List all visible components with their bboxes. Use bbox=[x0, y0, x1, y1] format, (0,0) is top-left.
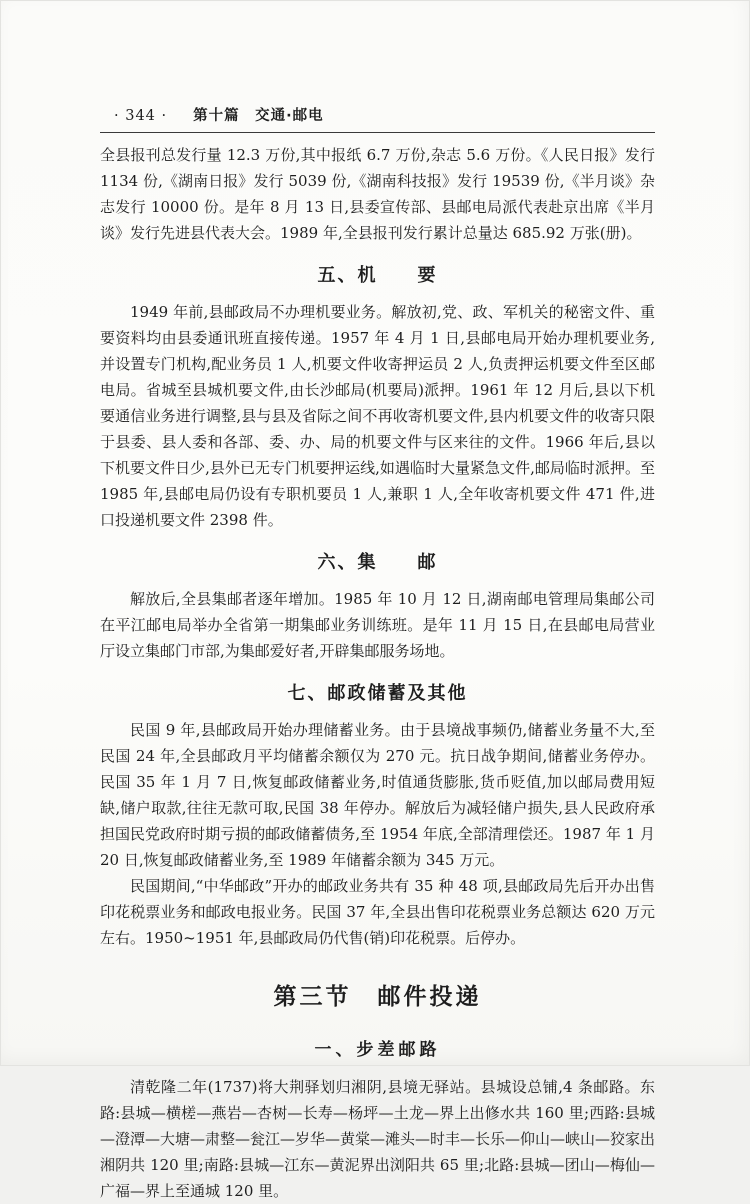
heading-philately: 六、集 邮 bbox=[317, 552, 438, 573]
para-newspaper-circulation: 全县报刊总发行量 12.3 万份,其中报纸 6.7 万份,杂志 5.6 万份。《人民日报》发行 1134 份,《湖南日报》发行 5039 份,《湖南科技报》发行 19539 份,《半月谈》杂志发行 10000 份。是年 8 月 13 日,县委宣传部、县邮电局派代表赴京出席《半月谈》发行先进县代表大会。1989 年,全县报刊发行累计总量达 685.92 万张(册)。 bbox=[100, 146, 655, 242]
para-revenue-stamps: 民国期间,“中华邮政”开办的邮政业务共有 35 种 48 项,县邮政局先后开办出售印花税票业务和邮政电报业务。民国 37 年,全县出售印花税票业务总额达 620 万元左右。1950~1951 年,县邮政局仍代售(销)印花税票。后停办。 bbox=[100, 877, 655, 947]
running-header bbox=[100, 104, 655, 133]
page-number: · 344 · bbox=[114, 108, 168, 124]
section-title-mail-delivery: 第三节 邮件投递 bbox=[273, 984, 482, 1010]
para-courier-routes: 清乾隆二年(1737)将大荆驿划归湘阴,县境无驿站。县城设总铺,4 条邮路。东路:县城—横槎—燕岩—杏树—长寿—杨坪—土龙—界上出修水共 160 里;西路:县城—澄潭—大塘—肃整—瓮江—岁华—黄棠—滩头—时丰—长乐—仰山—峡山—狡家出湘阴共 120 里;南路:县城—江东—黄泥界出浏阳共 65 里;北路:县城—团山—梅仙—广福—界上至通城 120 里。 bbox=[100, 1078, 656, 1200]
heading-postal-savings: 七、邮政储蓄及其他 bbox=[287, 683, 468, 704]
para-confidential-mail: 1949 年前,县邮政局不办理机要业务。解放初,党、政、军机关的秘密文件、重要资料均由县委通讯班直接传递。1957 年 4 月 1 日,县邮电局开始办理机要业务,并设置专门机构,配业务员 1 人,机要文件收寄押运员 2 人,负责押运机要文件至区邮电局。省城至县城机要文件,由长沙邮局(机要局)派押。1961 年 12 月后,县以下机要通信业务进行调整,县与县及省际之间不再收寄机要文件,县内机要文件的收寄只限于县委、县人委和各部、委、办、局的机要文件与区来往的文件。1966 年后,县以下机要文件日少,县外已无专门机要押运线,如遇临时大量紧急文件,邮局临时派押。至 1985 年,县邮电局仍设有专职机要员 1 人,兼职 1 人,全年收寄机要文件 471 件,进口投递机要文件 2398 件。 bbox=[100, 303, 655, 529]
heading-foot-courier-routes: 一、步差邮路 bbox=[314, 1040, 441, 1060]
chapter-label: 第十篇 交通·邮电 bbox=[193, 108, 324, 124]
para-postal-savings-history: 民国 9 年,县邮政局开始办理储蓄业务。由于县境战事频仍,储蓄业务量不大,至民国 24 年,全县邮政月平均储蓄余额仅为 270 元。抗日战争期间,储蓄业务停办。民国 35 年 1 月 7 日,恢复邮政储蓄业务,时值通货膨胀,货币贬值,加以邮局费用短缺,储户取款,往往无款可取,民国 38 年停办。解放后为减轻储户损失,县人民政府承担国民党政府时期亏损的邮政储蓄债务,至 1954 年底,全部清理偿还。1987 年 1 月 20 日,恢复邮政储蓄业务,至 1989 年储蓄余额为 345 万元。 bbox=[100, 721, 655, 869]
heading-confidential-mail: 五、机 要 bbox=[317, 265, 438, 286]
para-philately: 解放后,全县集邮者逐年增加。1985 年 10 月 12 日,湖南邮电管理局集邮公司在平江邮电局举办全省第一期集邮业务训练班。是年 11 月 15 日,在县邮电局营业厅设立集邮门市部,为集邮爱好者,开辟集邮服务场地。 bbox=[100, 590, 655, 660]
